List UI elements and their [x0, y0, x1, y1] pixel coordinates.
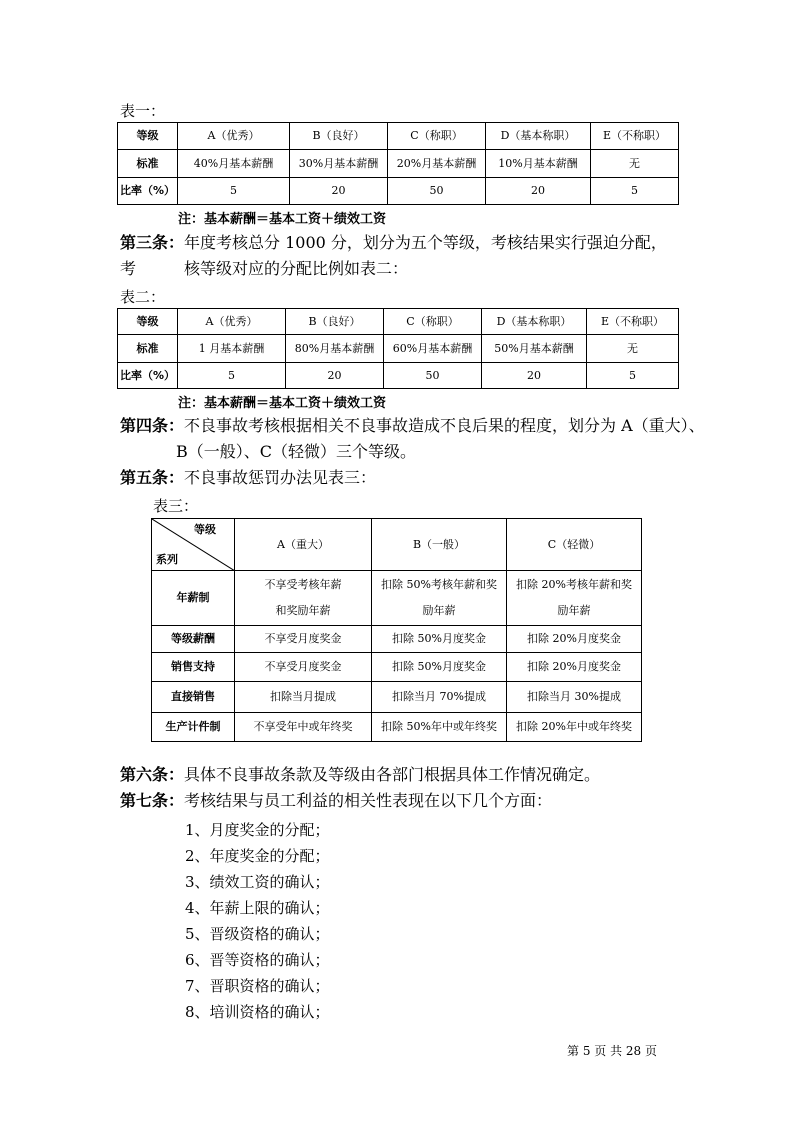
table2-cell: A（优秀） — [178, 309, 286, 335]
list-item: 2、年度奖金的分配； — [185, 847, 330, 865]
table1-cell: A（优秀） — [178, 123, 290, 150]
article7 — [120, 788, 552, 814]
table2-row — [118, 335, 679, 363]
list-item: 3、绩效工资的确认； — [185, 873, 330, 891]
article6-text: 具体不良事故条款及等级由各部门根据具体工作情况确定。 — [184, 765, 601, 784]
table1-cell: 标准 — [118, 150, 178, 178]
table3-header: A（重大） — [235, 519, 372, 571]
table3-corner-top: 等级 — [194, 523, 216, 536]
table3-header-row — [152, 519, 642, 571]
table3-cell: 扣除 50%月度奖金 — [372, 653, 507, 682]
table3-row — [152, 653, 642, 682]
article3-line1: 年度考核总分 1000 分，划分为五个等级，考核结果实行强迫分配，考 — [120, 233, 667, 278]
cell-line: 和奖励年薪 — [275, 604, 331, 617]
table3-cell — [235, 571, 372, 626]
article7-text: 考核结果与员工利益的相关性表现在以下几个方面： — [184, 791, 553, 810]
table1-cell: 30%月基本薪酬 — [290, 150, 388, 178]
table3-row-label: 生产计件制 — [152, 713, 235, 742]
table1-caption: 表一： — [120, 102, 166, 120]
article6-label: 第六条： — [120, 765, 185, 784]
table1-row — [118, 178, 679, 205]
article3-label: 第三条： — [120, 233, 185, 252]
table1-cell: C（称职） — [388, 123, 486, 150]
table3-cell — [372, 571, 507, 626]
cell-line: 不享受考核年薪 — [264, 578, 342, 591]
table2-cell: 无 — [587, 335, 679, 363]
article5-label: 第五条： — [120, 468, 185, 487]
table2-cell: 1 月基本薪酬 — [178, 335, 286, 363]
table3-corner-bottom: 系列 — [156, 553, 178, 566]
table3-row-label: 年薪制 — [152, 571, 235, 626]
table1-cell: 50 — [388, 178, 486, 205]
table1-cell: 5 — [591, 178, 679, 205]
table3-caption: 表三： — [153, 497, 199, 515]
article5-text: 不良事故惩罚办法见表三： — [184, 468, 377, 487]
table1-cell: 20 — [486, 178, 591, 205]
article4-line2: B（一般）、C（轻微）三个等级。 — [176, 442, 417, 461]
table2-cell: 50 — [384, 363, 482, 389]
table1-cell: 比率（%） — [118, 178, 178, 205]
table3-cell: 扣除当月 70%提成 — [372, 682, 507, 713]
list-item: 4、年薪上限的确认； — [185, 899, 330, 917]
article6 — [120, 762, 600, 788]
table3-header: B（一般） — [372, 519, 507, 571]
cell-line: 扣除 50%考核年薪和奖 — [381, 578, 497, 591]
table3-row — [152, 713, 642, 742]
article7-label: 第七条： — [120, 791, 185, 810]
table3-cell: 扣除 20%年中或年终奖 — [507, 713, 642, 742]
table2-cell: 20 — [482, 363, 587, 389]
table2-cell: 20 — [286, 363, 384, 389]
article3-line2: 核等级对应的分配比例如表二： — [184, 259, 409, 278]
table3-cell: 扣除当月提成 — [235, 682, 372, 713]
table1-cell: B（良好） — [290, 123, 388, 150]
table2-row — [118, 363, 679, 389]
table2-cell: 5 — [587, 363, 679, 389]
table1-cell: 20%月基本薪酬 — [388, 150, 486, 178]
table3-corner-cell — [152, 519, 235, 571]
table2-cell: 60%月基本薪酬 — [384, 335, 482, 363]
table3-cell: 扣除 50%月度奖金 — [372, 626, 507, 653]
table2-cell: 80%月基本薪酬 — [286, 335, 384, 363]
table3-cell: 不享受月度奖金 — [235, 653, 372, 682]
table3-header: C（轻微） — [507, 519, 642, 571]
table2-cell: 标准 — [118, 335, 178, 363]
table3-cell: 扣除 20%月度奖金 — [507, 626, 642, 653]
table1-cell: 20 — [290, 178, 388, 205]
table2 — [117, 308, 679, 389]
table1-note: 注：基本薪酬＝基本工资＋绩效工资 — [178, 212, 387, 227]
table3-cell: 扣除 50%年中或年终奖 — [372, 713, 507, 742]
table1-cell: 10%月基本薪酬 — [486, 150, 591, 178]
table2-cell: D（基本称职） — [482, 309, 587, 335]
table3-row — [152, 571, 642, 626]
table3 — [151, 518, 642, 742]
cell-line: 励年薪 — [557, 604, 591, 617]
list-item: 5、晋级资格的确认； — [185, 925, 330, 943]
article4-line1: 不良事故考核根据相关不良事故造成不良后果的程度，划分为 A（重大）、 — [184, 416, 705, 435]
cell-line: 扣除 20%考核年薪和奖 — [516, 578, 632, 591]
table1-cell: D（基本称职） — [486, 123, 591, 150]
table2-caption: 表二： — [120, 288, 166, 306]
article4 — [120, 413, 705, 439]
table3-row-label: 销售支持 — [152, 653, 235, 682]
table3-cell: 不享受月度奖金 — [235, 626, 372, 653]
table2-cell: C（称职） — [384, 309, 482, 335]
list-item: 7、晋职资格的确认； — [185, 977, 330, 995]
table1-cell: 无 — [591, 150, 679, 178]
table3-cell: 扣除当月 30%提成 — [507, 682, 642, 713]
article5 — [120, 465, 376, 491]
table3-row — [152, 682, 642, 713]
page-footer: 第 5 页 共 28 页 — [567, 1044, 657, 1058]
table1-cell: E（不称职） — [591, 123, 679, 150]
table2-note: 注：基本薪酬＝基本工资＋绩效工资 — [178, 396, 387, 411]
table3-cell: 不享受年中或年终奖 — [235, 713, 372, 742]
article4-label: 第四条： — [120, 416, 185, 435]
table3-row — [152, 626, 642, 653]
cell-line: 励年薪 — [422, 604, 456, 617]
table3-row-label: 直接销售 — [152, 682, 235, 713]
table1-row — [118, 123, 679, 150]
table2-cell: B（良好） — [286, 309, 384, 335]
table3-row-label: 等级薪酬 — [152, 626, 235, 653]
table3-cell: 扣除 20%月度奖金 — [507, 653, 642, 682]
list-item: 6、晋等资格的确认； — [185, 951, 330, 969]
table1-cell: 5 — [178, 178, 290, 205]
table1-row — [118, 150, 679, 178]
table2-row — [118, 309, 679, 335]
table2-cell: 50%月基本薪酬 — [482, 335, 587, 363]
table2-cell: 等级 — [118, 309, 178, 335]
table1 — [117, 122, 679, 205]
table2-cell: 5 — [178, 363, 286, 389]
table1-cell: 40%月基本薪酬 — [178, 150, 290, 178]
list-item: 1、月度奖金的分配； — [185, 821, 330, 839]
table3-cell — [507, 571, 642, 626]
list-item: 8、培训资格的确认； — [185, 1003, 330, 1021]
table2-cell: E（不称职） — [587, 309, 679, 335]
table2-cell: 比率（%） — [118, 363, 178, 389]
table1-cell: 等级 — [118, 123, 178, 150]
